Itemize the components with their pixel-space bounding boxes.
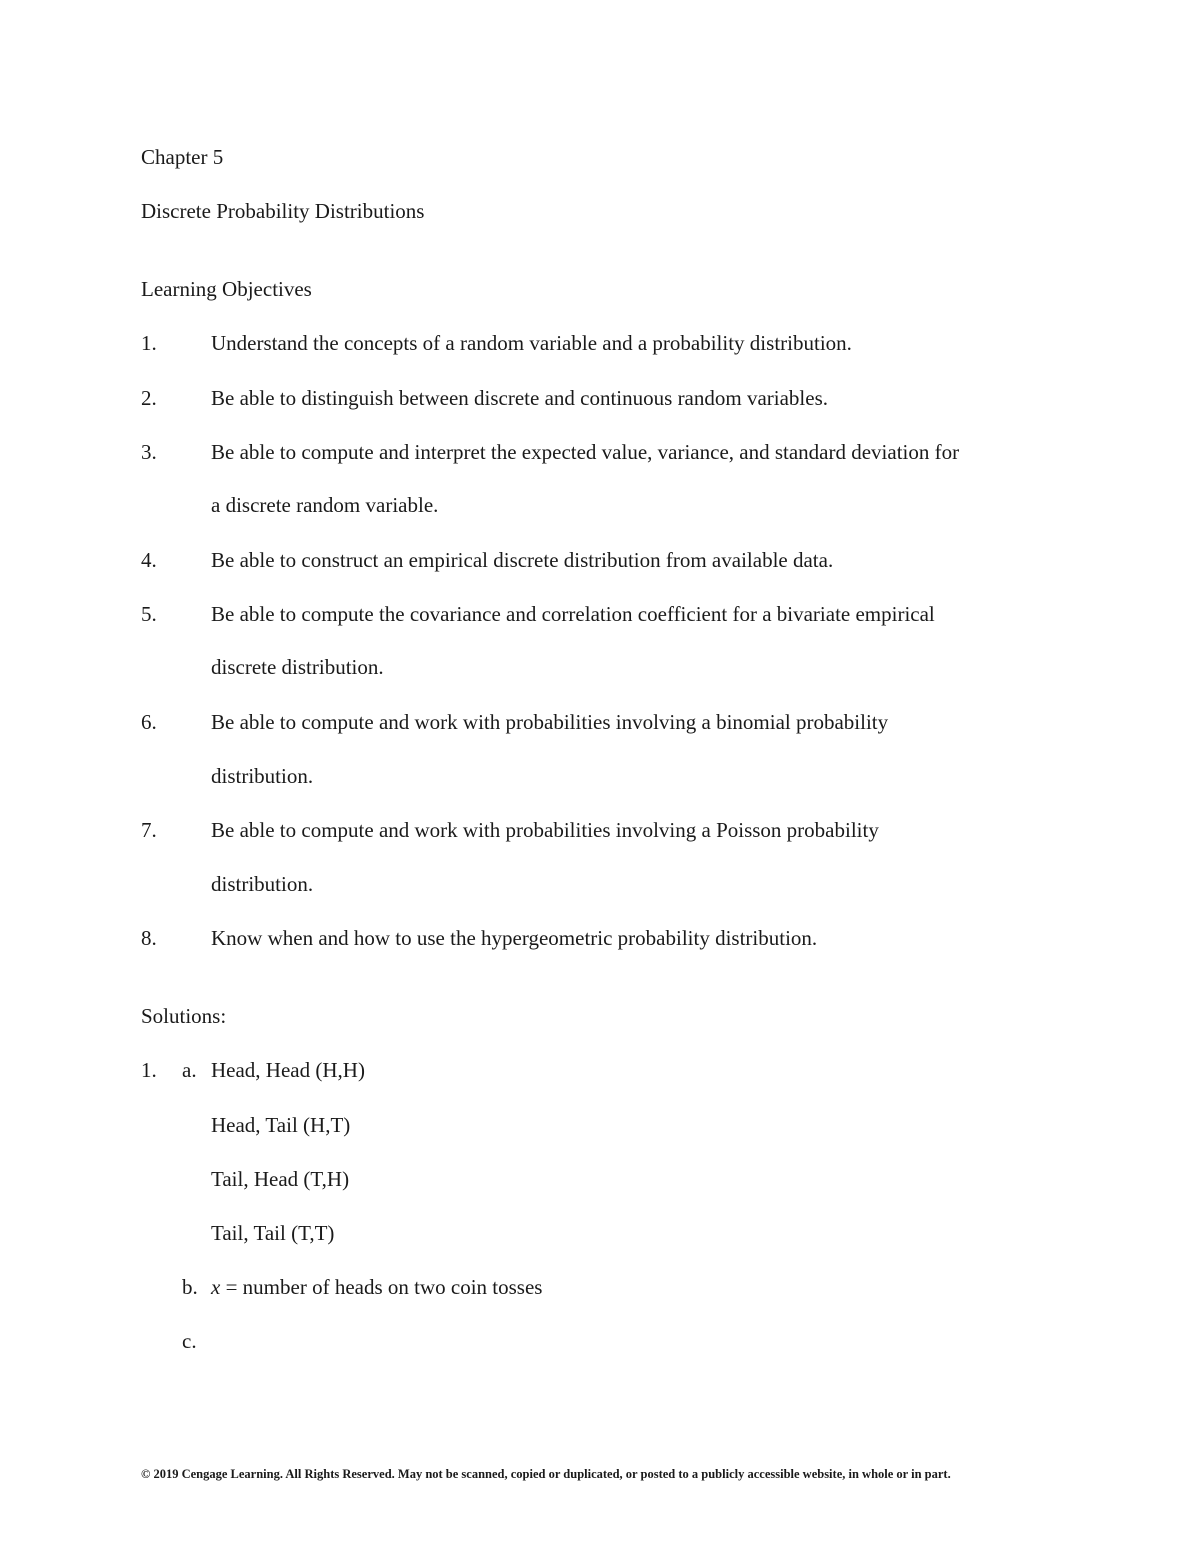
part-b-letter: b. bbox=[182, 1275, 198, 1299]
solutions-heading: Solutions: bbox=[141, 1004, 227, 1028]
objective-number: 6. bbox=[141, 710, 157, 734]
part-b-text: = number of heads on two coin tosses bbox=[220, 1275, 543, 1299]
objective-number: 2. bbox=[141, 386, 157, 410]
objective-text: Be able to compute and interpret the expected value, variance, and standard deviation for bbox=[211, 440, 960, 464]
objective-text: Be able to construct an empirical discrete distribution from available data. bbox=[211, 548, 834, 572]
objective-number: 8. bbox=[141, 926, 157, 950]
objective-text: Be able to distinguish between discrete and continuous random variables. bbox=[211, 386, 829, 410]
part-b-definition bbox=[211, 1273, 542, 1301]
objective-text-continued: a discrete random variable. bbox=[211, 493, 439, 517]
objective-text: Be able to compute and work with probabilities involving a Poisson probability bbox=[211, 818, 879, 842]
objective-text: Be able to compute and work with probabilities involving a binomial probability bbox=[211, 710, 889, 734]
objective-number: 3. bbox=[141, 440, 157, 464]
part-c-letter: c. bbox=[182, 1329, 197, 1353]
outcome-item: Tail, Head (T,H) bbox=[211, 1167, 350, 1191]
objective-number: 4. bbox=[141, 548, 157, 572]
objectives-heading: Learning Objectives bbox=[141, 277, 312, 301]
outcome-item: Head, Head (H,H) bbox=[211, 1058, 365, 1082]
objective-text: Know when and how to use the hypergeometric probability distribution. bbox=[211, 926, 818, 950]
chapter-title: Discrete Probability Distributions bbox=[141, 199, 425, 223]
chapter-label: Chapter 5 bbox=[141, 145, 224, 169]
outcome-item: Tail, Tail (T,T) bbox=[211, 1221, 335, 1245]
objective-text-continued: distribution. bbox=[211, 872, 314, 896]
outcome-item: Head, Tail (H,T) bbox=[211, 1113, 351, 1137]
part-a-letter: a. bbox=[182, 1058, 197, 1082]
solution-number: 1. bbox=[141, 1058, 157, 1082]
objective-text-continued: distribution. bbox=[211, 764, 314, 788]
objective-text-continued: discrete distribution. bbox=[211, 655, 384, 679]
objective-number: 7. bbox=[141, 818, 157, 842]
copyright-footer: © 2019 Cengage Learning. All Rights Reserved. May not be scanned, copied or duplicated, or posted to a publicly accessible website, in whole or in part. bbox=[141, 1467, 951, 1481]
objective-text: Be able to compute the covariance and correlation coefficient for a bivariate empirical bbox=[211, 602, 935, 626]
objective-number: 1. bbox=[141, 331, 157, 355]
objective-number: 5. bbox=[141, 602, 157, 626]
random-variable-symbol: x bbox=[211, 1275, 221, 1299]
objective-text: Understand the concepts of a random variable and a probability distribution. bbox=[211, 331, 852, 355]
